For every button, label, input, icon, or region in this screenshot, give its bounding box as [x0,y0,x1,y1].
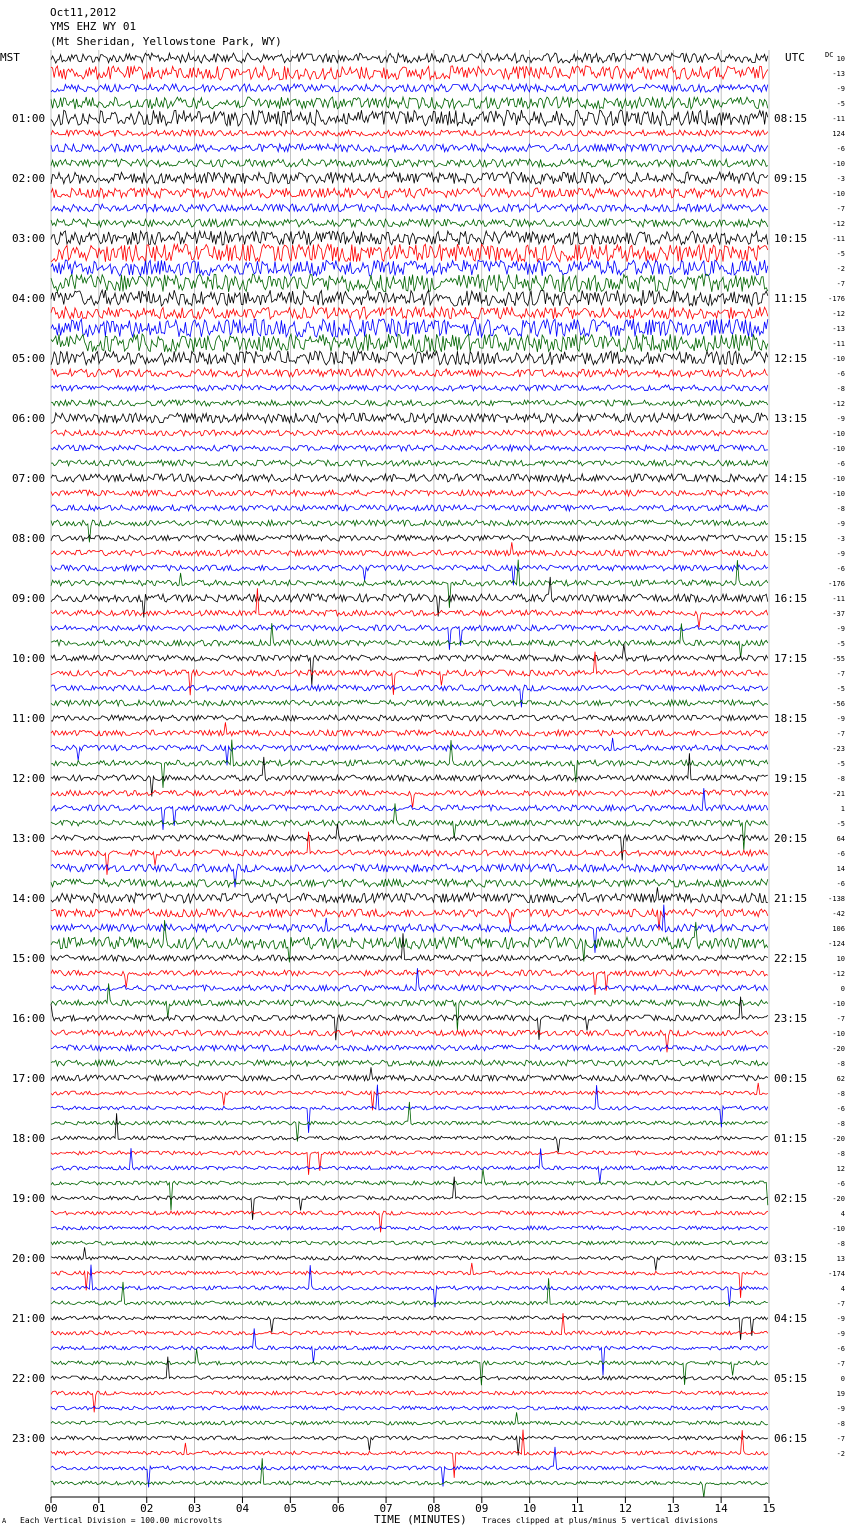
seismic-trace [51,159,768,167]
dc-offset-label: -10 [832,445,845,453]
right-hour-label: 21:15 [774,892,808,905]
left-hour-label: 12:00 [12,772,46,785]
seismic-trace [51,1247,768,1270]
seismic-trace [51,1328,768,1375]
seismic-trace [51,1102,768,1142]
dc-offset-label: -8 [836,775,845,783]
dc-offset-label: -10 [832,160,845,168]
seismic-trace [51,625,768,650]
dc-offset-label: 0 [840,985,845,993]
left-hour-label: 02:00 [12,172,46,185]
left-hour-label: 04:00 [12,292,46,305]
left-hour-label: 20:00 [12,1252,46,1265]
x-tick-label: 01 [92,1502,106,1515]
seismic-trace [51,803,768,850]
dc-offset-label: -9 [836,1315,845,1323]
dc-offset-label: -10 [832,355,845,363]
dc-offset-label: -42 [832,910,845,918]
dc-offset-label: -6 [836,460,845,468]
seismic-trace [51,715,768,721]
x-tick-label: 05 [283,1502,297,1515]
dc-offset-labels [828,55,845,1458]
seismic-trace [51,505,768,511]
dc-offset-label: -23 [832,745,845,753]
seismic-trace [51,685,768,707]
seismic-trace [51,130,768,136]
dc-offset-label: 106 [832,925,845,933]
right-hour-label: 14:15 [774,472,808,485]
seismic-trace [51,1169,768,1211]
dc-offset-label: 4 [840,1210,845,1218]
seismic-trace [51,722,768,736]
corner-mark: A [2,1517,7,1525]
dc-offset-label: -10 [832,430,845,438]
left-hour-label: 15:00 [12,952,46,965]
dc-offset-label: -11 [832,115,845,123]
dc-offset-label: -13 [832,325,845,333]
seismic-trace [51,274,768,292]
x-tick-label: 09 [475,1502,489,1515]
seismic-trace [51,1406,768,1410]
left-hour-label: 10:00 [12,652,46,665]
dc-offset-label: -5 [836,820,845,828]
seismic-trace [51,1060,768,1066]
left-hour-label: 14:00 [12,892,46,905]
dc-offset-label: -10 [832,1000,845,1008]
dc-offset-label: -6 [836,850,845,858]
dc-offset-label: -7 [836,1435,845,1443]
left-hour-label: 07:00 [12,472,46,485]
dc-offset-label: -8 [836,385,845,393]
seismic-trace [51,1316,768,1340]
dc-offset-label: 64 [836,835,845,843]
dc-offset-label: -176 [828,580,845,588]
seismic-trace [51,1045,768,1051]
left-hour-label: 23:00 [12,1432,46,1445]
seismic-trace [51,1278,768,1305]
seismic-trace [51,1067,768,1081]
left-hour-label: 03:00 [12,232,46,245]
dc-offset-label: 4 [840,1285,845,1293]
seismic-trace [51,490,768,496]
left-hour-label: 11:00 [12,712,46,725]
dc-offset-label: -9 [836,625,845,633]
dc-offset-label: -124 [828,940,845,948]
dc-offset-label: -7 [836,280,845,288]
left-hour-label: 21:00 [12,1312,46,1325]
left-hour-label: 16:00 [12,1012,46,1025]
x-tick-label: 11 [570,1502,585,1515]
seismic-trace [51,1113,768,1152]
x-tick-label: 03 [187,1502,202,1515]
right-hour-label: 10:15 [774,232,808,245]
dc-offset-label: -5 [836,760,845,768]
dc-offset-label: -9 [836,520,845,528]
seismic-trace [51,445,768,451]
right-hour-label: 04:15 [774,1312,808,1325]
dc-offset-label: -8 [836,1060,845,1068]
seismic-trace [51,244,768,262]
dc-offset-label: -6 [836,565,845,573]
right-hour-label: 17:15 [774,652,808,665]
dc-offset-label: -3 [836,175,845,183]
seismic-trace [51,188,768,198]
dc-label: DC [825,51,834,59]
dc-offset-label: -7 [836,1015,845,1023]
seismic-trace [51,400,768,406]
dc-offset-label: -6 [836,145,845,153]
right-hour-label: 16:15 [774,592,808,605]
left-timezone-label: MST [0,51,20,64]
dc-offset-label: -5 [836,685,845,693]
seismic-trace [51,97,768,109]
dc-offset-label: 14 [836,865,845,873]
right-hour-label: 22:15 [774,952,808,965]
left-hour-label: 17:00 [12,1072,46,1085]
seismic-trace [51,307,768,319]
left-hour-label: 05:00 [12,352,46,365]
seismic-trace [51,144,768,152]
x-axis-title: TIME (MINUTES) [374,1513,467,1526]
dc-offset-label: 10 [836,55,845,63]
seismic-trace [51,790,768,808]
dc-offset-label: -11 [832,235,845,243]
dc-offset-label: -20 [832,1045,845,1053]
left-hour-label: 18:00 [12,1132,46,1145]
dc-offset-label: -10 [832,490,845,498]
dc-offset-label: -8 [836,1120,845,1128]
right-hour-label: 09:15 [774,172,808,185]
seismic-trace [51,1391,768,1412]
dc-offset-label: -12 [832,400,845,408]
dc-offset-label: -9 [836,550,845,558]
dc-offset-label: 0 [840,1375,845,1383]
dc-offset-label: -6 [836,1180,845,1188]
dc-offset-label: -5 [836,100,845,108]
x-tick-label: 00 [44,1502,58,1515]
right-hour-label: 03:15 [774,1252,808,1265]
seismic-trace [51,983,768,1030]
dc-offset-label: -2 [836,1450,845,1458]
x-tick-label: 02 [140,1502,154,1515]
dc-offset-label: -10 [832,475,845,483]
seismic-trace [51,1226,768,1230]
right-hour-label: 00:15 [774,1072,808,1085]
seismic-trace [51,1357,768,1380]
right-hour-label: 11:15 [774,292,808,305]
right-hour-label: 12:15 [774,352,808,365]
x-tick-label: 12 [618,1502,633,1515]
seismic-trace [51,1458,768,1497]
dc-offset-label: -10 [832,1030,845,1038]
seismic-trace [51,430,768,436]
seismic-trace [51,879,768,887]
dc-offset-label: -20 [832,1195,845,1203]
dc-offset-label: -7 [836,1300,845,1308]
dc-offset-label: -7 [836,670,845,678]
right-hour-label: 06:15 [774,1432,808,1445]
seismic-trace [51,84,768,92]
location-label: (Mt Sheridan, Yellowstone Park, WY) [50,35,282,48]
seismic-trace [51,204,768,212]
dc-offset-label: -7 [836,205,845,213]
dc-offset-label: -7 [836,1360,845,1368]
left-hour-label: 13:00 [12,832,46,845]
seismic-trace [51,887,768,903]
dc-offset-label: -6 [836,1345,845,1353]
x-tick-label: 10 [523,1502,537,1515]
seismic-trace [51,369,768,377]
station-label: YMS EHZ WY 01 [50,20,137,33]
dc-offset-label: -37 [832,610,845,618]
dc-offset-label: -10 [832,1225,845,1233]
left-hour-label: 19:00 [12,1192,46,1205]
dc-offset-label: -11 [832,595,845,603]
dc-offset-label: -9 [836,85,845,93]
right-timezone-label: UTC [785,51,805,64]
seismic-trace [51,351,768,365]
x-tick-label: 15 [762,1502,776,1515]
right-hour-label: 01:15 [774,1132,808,1145]
left-hour-label: 22:00 [12,1372,46,1385]
seismic-trace [51,644,768,686]
dc-offset-label: -13 [832,70,845,78]
dc-offset-label: -9 [836,415,845,423]
dc-offset-label: -8 [836,505,845,513]
dc-offset-label: -8 [836,1420,845,1428]
dc-offset-label: -11 [832,340,845,348]
left-hour-label: 09:00 [12,592,46,605]
seismic-trace [51,334,768,352]
seismic-trace [51,970,768,995]
right-hour-label: 05:15 [774,1372,808,1385]
seismic-trace [51,1265,768,1308]
dc-offset-label: -6 [836,370,845,378]
seismic-trace [51,231,768,245]
seismic-traces [51,53,768,1498]
dc-offset-label: 62 [836,1075,845,1083]
dc-offset-label: 1 [840,805,845,813]
dc-offset-label: 10 [836,955,845,963]
dc-offset-label: -6 [836,1105,845,1113]
right-hour-label: 08:15 [774,112,808,125]
seismic-trace [51,753,768,796]
right-hour-label: 18:15 [774,712,808,725]
seismic-trace [51,290,768,306]
right-hour-label: 23:15 [774,1012,808,1025]
dc-offset-label: -12 [832,220,845,228]
x-tick-label: 07 [379,1502,393,1515]
dc-offset-label: 12 [836,1165,845,1173]
dc-offset-label: -21 [832,790,845,798]
seismic-trace [51,172,768,184]
dc-offset-label: -6 [836,880,845,888]
dc-offset-label: -20 [832,1135,845,1143]
seismic-trace [51,1263,768,1298]
x-tick-label: 04 [235,1502,250,1515]
seismic-trace [51,53,768,63]
dc-offset-label: -3 [836,535,845,543]
dc-offset-label: -12 [832,310,845,318]
seismic-trace [51,413,768,423]
left-hour-label: 01:00 [12,112,46,125]
seismic-trace [51,623,768,658]
seismic-trace [51,66,768,80]
seismic-trace [51,1412,768,1425]
right-hour-label: 19:15 [774,772,808,785]
x-tick-label: 14 [714,1502,728,1515]
dc-offset-label: -7 [836,730,845,738]
clip-note: Traces clipped at plus/minus 5 vertical divisions [482,1516,719,1525]
right-hour-label: 20:15 [774,832,808,845]
dc-offset-label: -9 [836,1330,845,1338]
dc-offset-label: -176 [828,295,845,303]
dc-offset-label: -9 [836,715,845,723]
left-hour-label: 08:00 [12,532,46,545]
dc-offset-label: -5 [836,250,845,258]
dc-offset-label: -5 [836,640,845,648]
date-label: Oct11,2012 [50,6,117,19]
dc-offset-label: -55 [832,655,845,663]
seismic-trace [51,319,768,337]
dc-offset-label: -12 [832,970,845,978]
seismic-trace [51,460,768,466]
seismic-trace [51,535,768,541]
seismic-trace [51,1151,768,1175]
dc-offset-label: 124 [832,130,845,138]
dc-offset-label: -56 [832,700,845,708]
x-tick-label: 13 [666,1502,680,1515]
right-hour-label: 15:15 [774,532,808,545]
dc-offset-label: 13 [836,1255,845,1263]
seismic-trace [51,385,768,391]
seismic-trace [51,700,768,706]
seismic-trace [51,219,768,227]
seismic-trace [51,1241,768,1245]
x-tick-label: 06 [331,1502,345,1515]
seismic-trace [51,474,768,482]
seismic-trace [51,542,768,556]
dc-offset-label: -8 [836,1150,845,1158]
seismic-trace [51,260,768,276]
dc-offset-label: -138 [828,895,845,903]
right-hour-label: 13:15 [774,412,808,425]
dc-offset-label: -174 [828,1270,845,1278]
right-hour-label: 02:15 [774,1192,808,1205]
dc-offset-label: -2 [836,265,845,273]
dc-offset-label: -8 [836,1240,845,1248]
left-hour-label: 06:00 [12,412,46,425]
dc-offset-label: -8 [836,1090,845,1098]
dc-offset-label: 19 [836,1390,845,1398]
x-tick-label: 08 [427,1502,441,1515]
scale-note: Each Vertical Division = 100.00 microvolts [20,1516,223,1525]
seismic-trace [51,110,768,126]
dc-offset-label: -10 [832,190,845,198]
dc-offset-label: -9 [836,1405,845,1413]
